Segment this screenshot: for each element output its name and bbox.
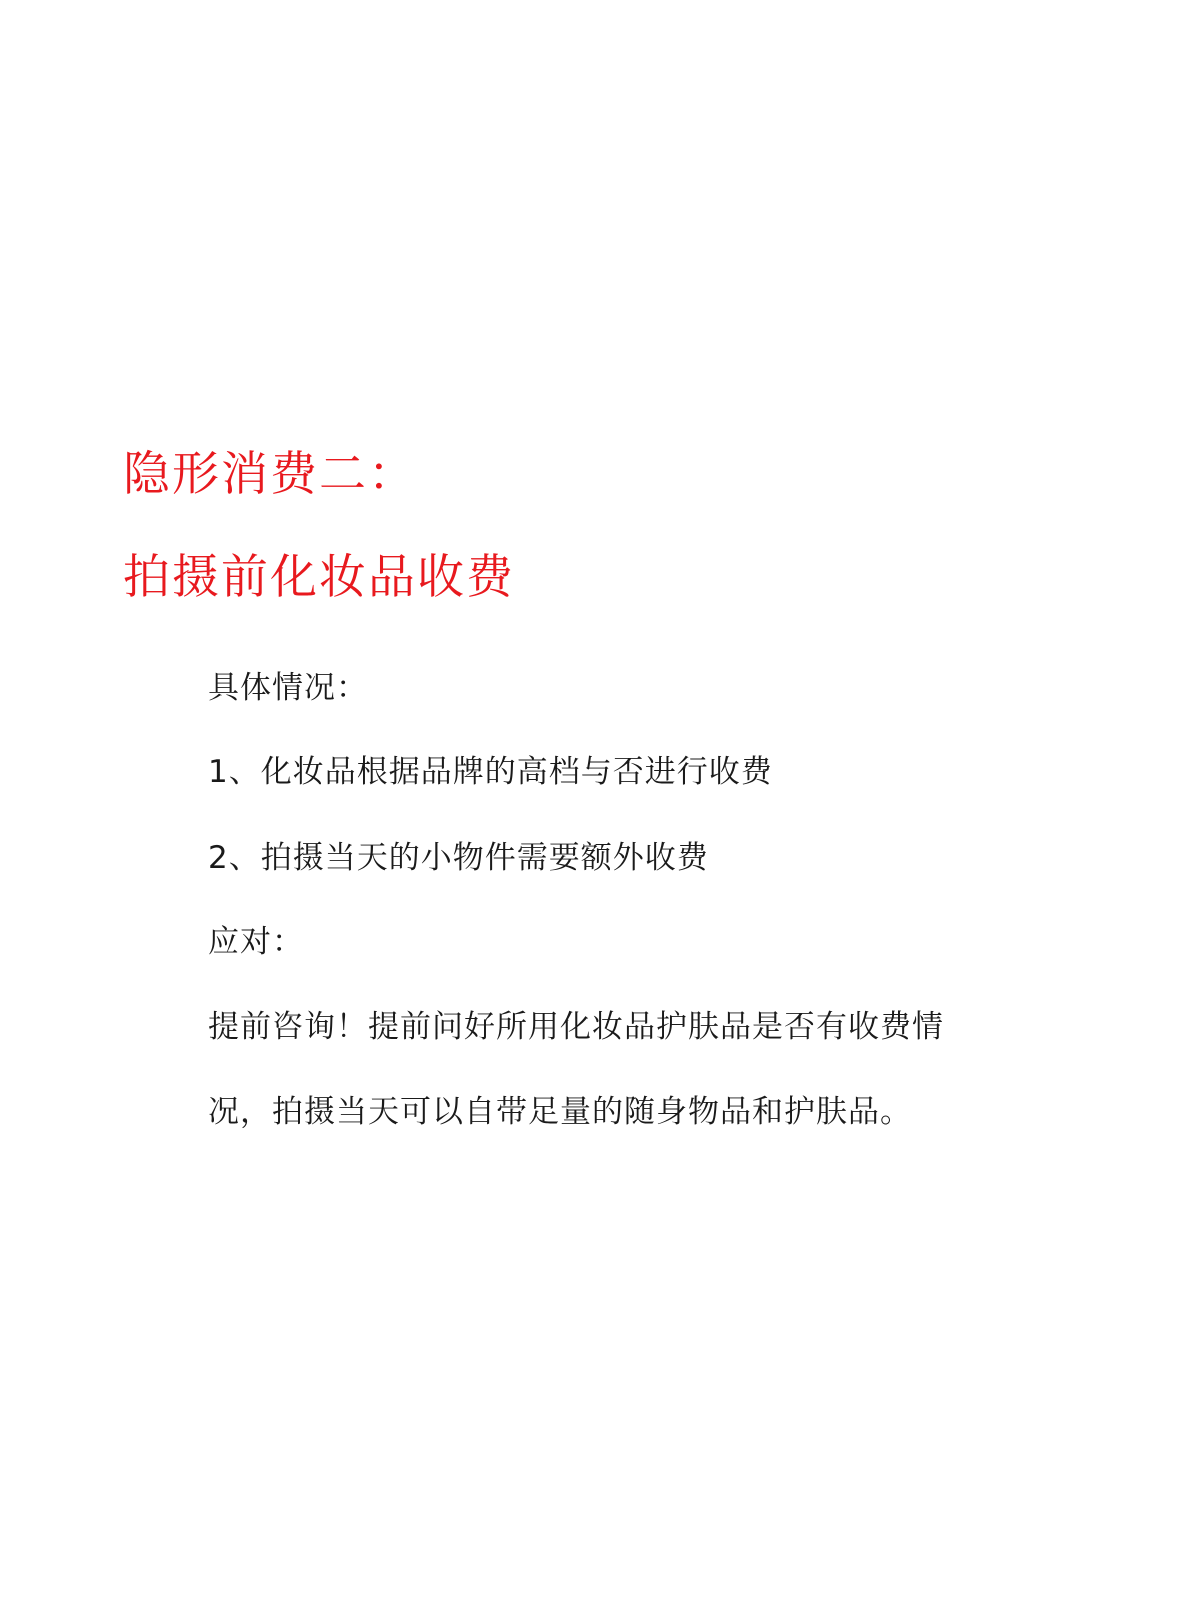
heading-line-2: 拍摄前化妆品收费 [123,550,515,605]
heading-line-1: 隐形消费二： [123,447,417,502]
response-line-1: 提前咨询！提前问好所用化妆品护肤品是否有收费情 [208,1009,944,1045]
details-item-1: 1、化妆品根据品牌的高档与否进行收费 [208,754,773,790]
response-line-2: 况，拍摄当天可以自带足量的随身物品和护肤品。 [208,1094,912,1130]
details-label: 具体情况： [208,670,368,706]
details-item-2: 2、拍摄当天的小物件需要额外收费 [208,840,709,876]
response-label: 应对： [208,924,304,960]
